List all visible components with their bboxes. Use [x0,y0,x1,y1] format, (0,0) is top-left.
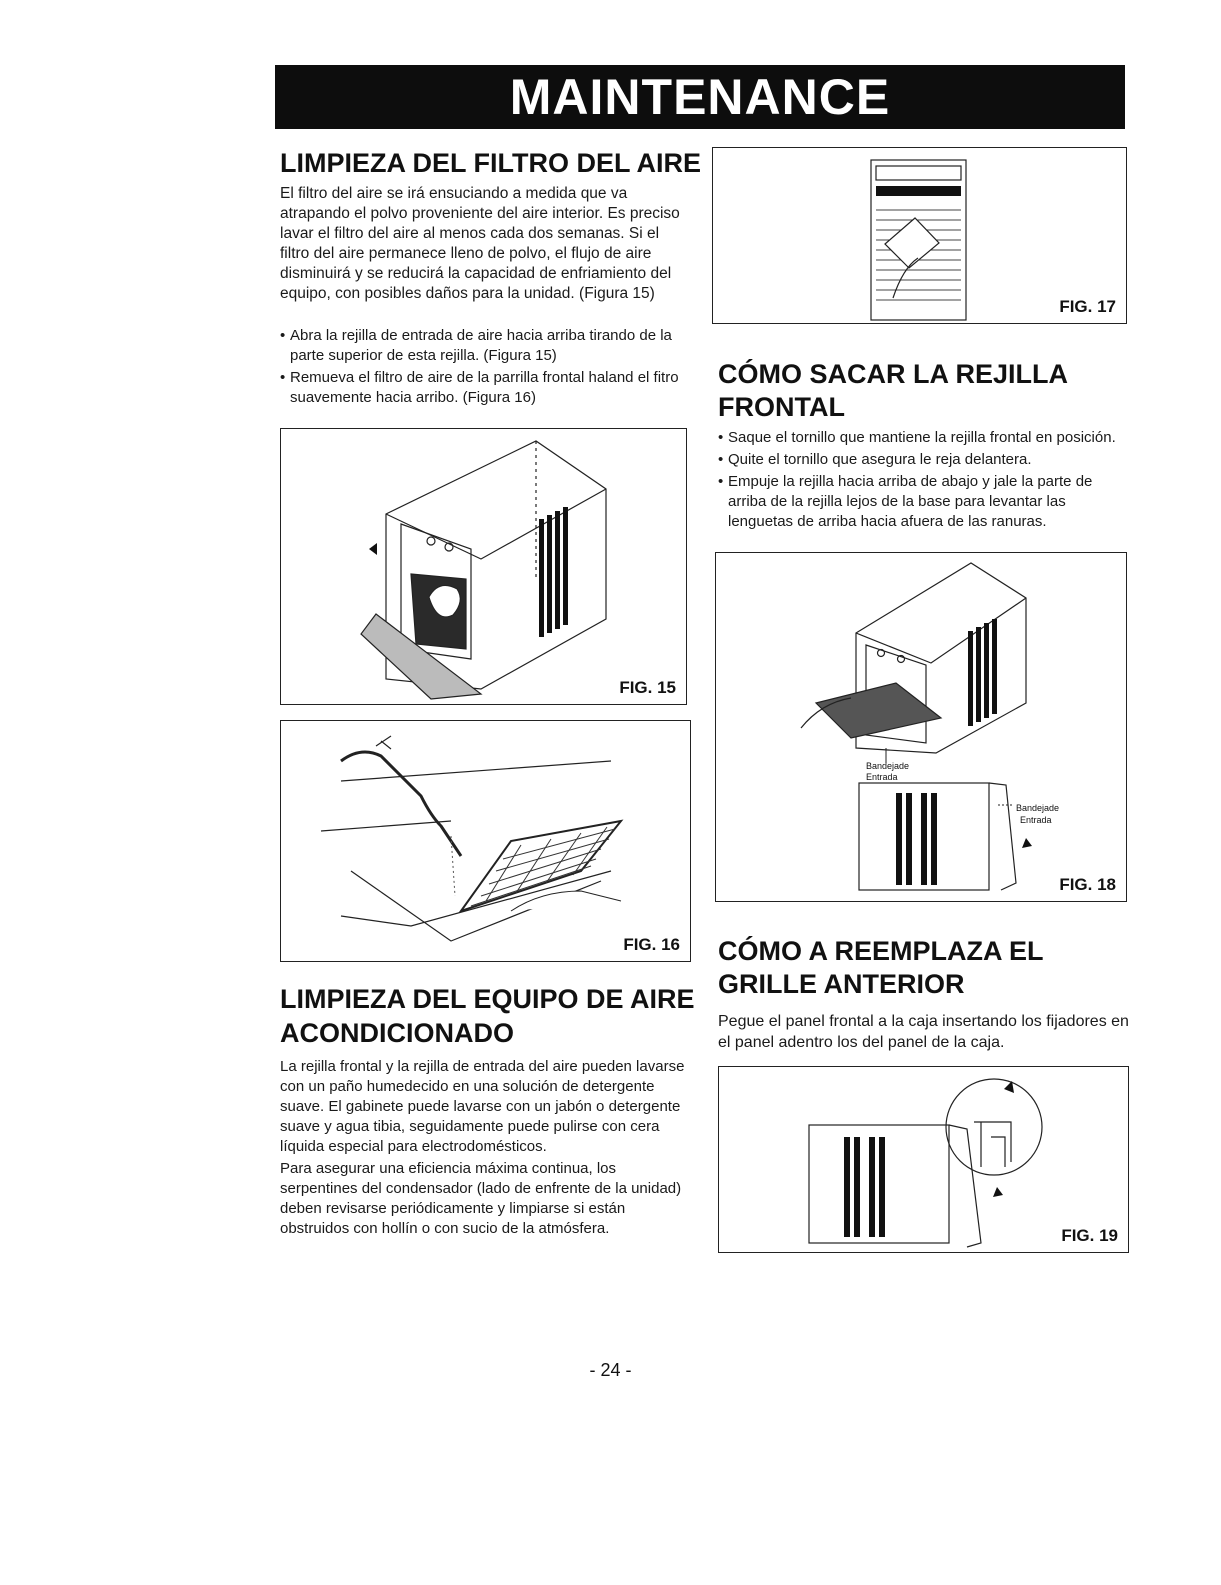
unit-cleaning-paragraph-1: La rejilla frontal y la rejilla de entrada del aire pueden lavarse con un paño humedecido en una solución de detergente suave. El gabinete puede lavarse con un jabón o detergente suave y agua tibia, seguidamente puede pulirse con cera líquida especial para electrodomésticos. [280,1058,685,1155]
step-item: • Saque el tornillo que mantiene la rejilla frontal en posición. [718,428,1123,448]
page-title-banner: MAINTENANCE [275,65,1125,129]
page-number: - 24 - [589,1360,632,1380]
figure-19 [718,1066,1129,1253]
window-unit-open-grille-illustration [281,429,685,703]
figure-18 [715,552,1127,902]
section-title-remove-grille-line2: FRONTAL [718,392,845,422]
step-item: • Abra la rejilla de entrada de aire hacia arriba tirando de la parte superior de esta rejilla. (Figura 15) [280,326,685,366]
remove-grille-steps [718,428,1123,534]
callout-tray-lower-line1: Bandejade [1016,803,1060,813]
unit-cleaning-paragraph-2: Para asegurar una eficiencia máxima continua, los serpentines del condensador (lado de enfrente de la unidad) deben revisarse periódicamente y limpiarse si están obstruidos con hollín o con sucio de la atmósfera. [280,1160,682,1237]
step-item: • Quite el tornillo que asegura le reja delantera. [718,450,1123,470]
grille-reattach-illustration [719,1067,1127,1251]
filter-washing-illustration [281,721,689,961]
figure-16 [280,720,691,962]
section-title-replace-grille-line2: GRILLE ANTERIOR [718,969,965,999]
figure-15 [280,428,687,705]
filter-cleaning-steps [280,326,685,410]
unit-front-wiping-illustration [713,148,1125,322]
figure-17 [712,147,1127,324]
figure-16-label: FIG. 16 [623,935,680,954]
section-title-replace-grille-line1: CÓMO A REEMPLAZA EL [718,936,1044,966]
grille-removal-illustration [716,553,1125,900]
section-title-filter-cleaning: LIMPIEZA DEL FILTRO DEL AIRE [280,148,702,178]
replace-grille-body: Pegue el panel frontal a la caja insertando los fijadores en el panel adentro los del panel de la caja. [718,1013,1129,1051]
callout-tray-upper-line2: Entrada [866,772,898,782]
figure-18-label: FIG. 18 [1059,875,1116,894]
figure-15-label: FIG. 15 [619,678,676,697]
step-item: • Empuje la rejilla hacia arriba de abajo y jale la parte de arriba de la rejilla lejos de la base para levantar las lenguetas de arriba hacia afuera de las ranuras. [718,472,1123,532]
figure-17-label: FIG. 17 [1059,297,1116,316]
callout-tray-lower-line2: Entrada [1020,815,1052,825]
filter-cleaning-body: El filtro del aire se irá ensuciando a medida que va atrapando el polvo proveniente del aire interior. Es preciso lavar el filtro del aire al menos cada dos semanas. Si el filtro del aire permanece lleno de polvo, el flujo de aire disminuirá y se reducirá la capacidad de enfriamiento del equipo, con posibles daños para la unidad. (Figura 15) [280,185,680,302]
section-title-remove-grille-line1: CÓMO SACAR LA REJILLA [718,359,1068,389]
figure-19-label: FIG. 19 [1061,1226,1118,1245]
callout-tray-upper-line1: Bandejade [866,761,910,771]
step-item: • Remueva el filtro de aire de la parrilla frontal haland el fitro suavemente hacia arribo. (Figura 16) [280,368,685,408]
section-title-unit-cleaning-line2: ACONDICIONADO [280,1018,514,1048]
section-title-unit-cleaning-line1: LIMPIEZA DEL EQUIPO DE AIRE [280,984,695,1014]
